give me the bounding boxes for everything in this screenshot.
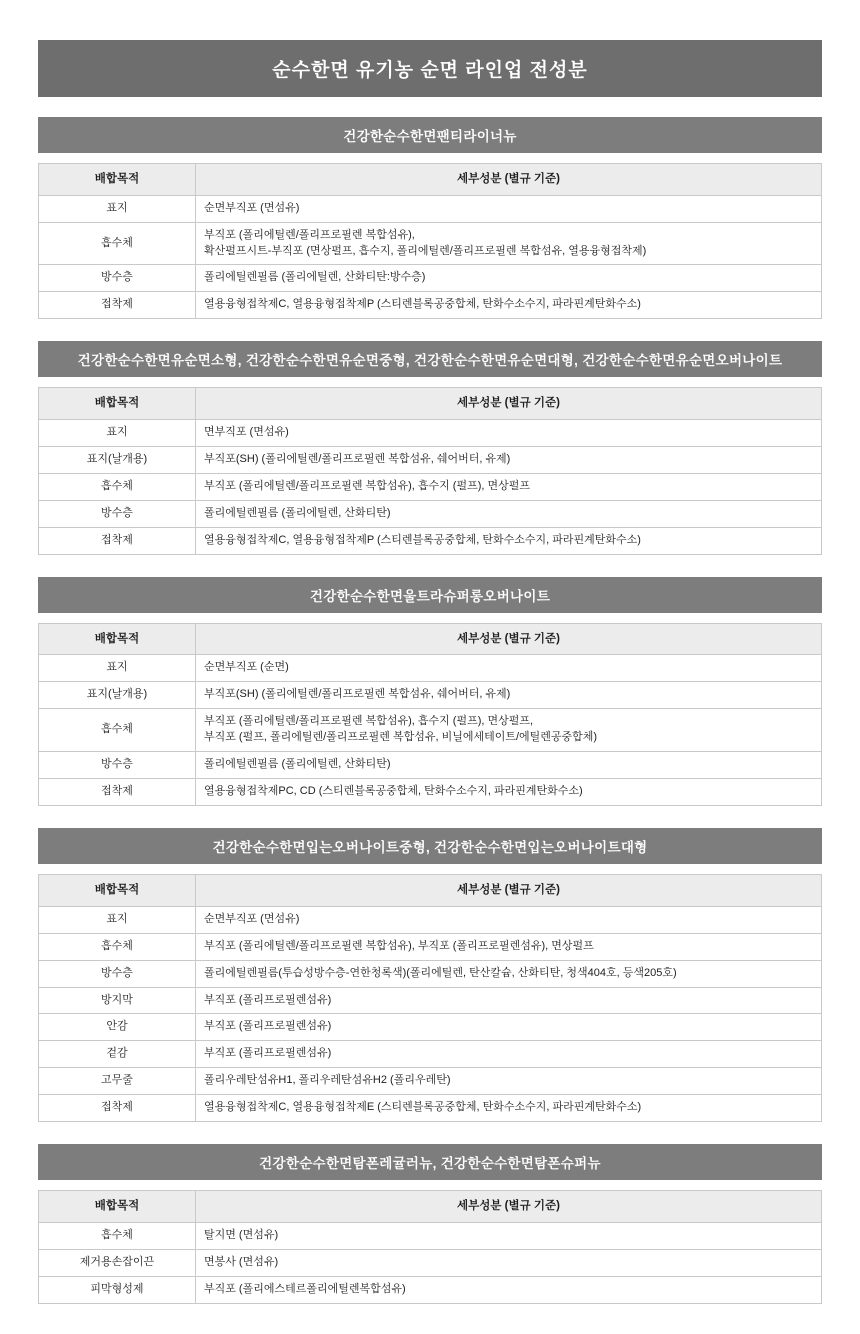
ingredient-section <box>38 117 822 319</box>
column-header-purpose: 배합목적 <box>39 164 196 196</box>
cell-purpose: 방수층 <box>39 500 196 527</box>
cell-purpose: 흡수체 <box>39 1222 196 1249</box>
cell-detail <box>196 987 822 1014</box>
ingredient-table <box>38 623 822 806</box>
detail-line: 부직포 (폴리에스테르폴리에틸렌복합섬유) <box>204 1282 406 1295</box>
cell-detail <box>196 779 822 806</box>
table-row <box>39 933 822 960</box>
cell-detail <box>196 1276 822 1303</box>
column-header-detail: 세부성분 (별규 기준) <box>196 164 822 196</box>
cell-detail <box>196 265 822 292</box>
cell-purpose: 흡수체 <box>39 222 196 265</box>
detail-line: 면부직포 (면섬유) <box>204 426 289 439</box>
detail-line: 확산펄프시트-부직포 (면상펄프, 흡수지, 폴리에틸렌/폴리프로필렌 복합섬유, 열용융형접착제) <box>204 244 647 257</box>
page-title: 순수한면 유기농 순면 라인업 전성분 <box>38 40 822 97</box>
cell-purpose: 겉감 <box>39 1041 196 1068</box>
table-row <box>39 987 822 1014</box>
table-row <box>39 527 822 554</box>
cell-purpose: 흡수체 <box>39 473 196 500</box>
section-title: 건강한순수한면팬티라이너뉴 <box>38 117 822 153</box>
cell-detail <box>196 1095 822 1122</box>
detail-line: 부직포 (폴리에틸렌/폴리프로필렌 복합섬유), 흡수지 (펄프), 면상펄프 <box>204 479 531 492</box>
table-row <box>39 752 822 779</box>
table-row <box>39 655 822 682</box>
cell-detail <box>196 906 822 933</box>
cell-purpose: 방수층 <box>39 265 196 292</box>
detail-line: 부직포 (폴리에틸렌/폴리프로필렌 복합섬유), 흡수지 (펄프), 면상펄프, <box>204 715 534 728</box>
cell-purpose: 표지 <box>39 420 196 447</box>
table-header-row <box>39 875 822 907</box>
ingredient-table <box>38 387 822 554</box>
cell-purpose: 접착제 <box>39 527 196 554</box>
cell-purpose: 흡수체 <box>39 933 196 960</box>
table-row <box>39 420 822 447</box>
cell-purpose: 피막형성제 <box>39 1276 196 1303</box>
detail-line: 순면부직포 (면섬유) <box>204 201 300 214</box>
ingredient-section <box>38 341 822 554</box>
cell-purpose: 표지 <box>39 655 196 682</box>
table-row <box>39 779 822 806</box>
cell-purpose: 방수층 <box>39 752 196 779</box>
detail-line: 열용융형접착제C, 열용융형접착제E (스티렌블록공중합체, 탄화수소수지, 파라핀계탄화수소) <box>204 1101 642 1114</box>
column-header-purpose: 배합목적 <box>39 1191 196 1223</box>
detail-line: 부직포 (폴리프로필렌섬유) <box>204 1020 332 1033</box>
cell-detail <box>196 933 822 960</box>
table-row <box>39 500 822 527</box>
section-title: 건강한순수한면울트라슈퍼롱오버나이트 <box>38 577 822 613</box>
cell-detail <box>196 500 822 527</box>
detail-line: 폴리에틸렌필름 (폴리에틸렌, 산화티탄) <box>204 506 391 519</box>
cell-detail <box>196 222 822 265</box>
detail-line: 열용융형접착제C, 열용융형접착제P (스티렌블록공중합체, 탄화수소수지, 파라핀계탄화수소) <box>204 533 641 546</box>
detail-line: 부직포(SH) (폴리에틸렌/폴리프로필렌 복합섬유, 쉐어버터, 유제) <box>204 452 511 465</box>
cell-detail <box>196 709 822 752</box>
column-header-purpose: 배합목적 <box>39 623 196 655</box>
detail-line: 폴리우레탄섬유H1, 폴리우레탄섬유H2 (폴리우레탄) <box>204 1074 451 1087</box>
cell-purpose: 표지(날개용) <box>39 446 196 473</box>
detail-line: 부직포 (폴리에틸렌/폴리프로필렌 복합섬유), <box>204 228 415 241</box>
table-row <box>39 1249 822 1276</box>
detail-line: 탈지면 (면섬유) <box>204 1228 279 1241</box>
table-row <box>39 709 822 752</box>
table-row <box>39 906 822 933</box>
cell-detail <box>196 960 822 987</box>
ingredient-table <box>38 874 822 1122</box>
sections-container <box>38 117 822 1304</box>
cell-detail <box>196 446 822 473</box>
detail-line: 면봉사 (면섬유) <box>204 1255 279 1268</box>
cell-purpose: 표지 <box>39 906 196 933</box>
cell-detail <box>196 1249 822 1276</box>
cell-detail <box>196 473 822 500</box>
table-row <box>39 1276 822 1303</box>
cell-purpose: 방수층 <box>39 960 196 987</box>
cell-purpose: 제거용손잡이끈 <box>39 1249 196 1276</box>
cell-detail <box>196 195 822 222</box>
table-row <box>39 960 822 987</box>
table-header-row <box>39 388 822 420</box>
table-header-row <box>39 1191 822 1223</box>
column-header-detail: 세부성분 (별규 기준) <box>196 388 822 420</box>
detail-line: 순면부직포 (순면) <box>204 661 289 674</box>
cell-detail <box>196 1014 822 1041</box>
detail-line: 부직포 (폴리프로필렌섬유) <box>204 1047 332 1060</box>
detail-line: 폴리에틸렌필름 (폴리에틸렌, 산화티탄:방수층) <box>204 271 426 284</box>
cell-detail <box>196 752 822 779</box>
detail-line: 순면부직포 (면섬유) <box>204 912 300 925</box>
table-row <box>39 446 822 473</box>
detail-line: 부직포 (폴리프로필렌섬유) <box>204 993 332 1006</box>
detail-line: 부직포 (펄프, 폴리에틸렌/폴리프로필렌 복합섬유, 비닐에세테이트/에틸렌공중합체) <box>204 731 598 744</box>
ingredient-table <box>38 1190 822 1303</box>
cell-purpose: 표지 <box>39 195 196 222</box>
ingredient-section <box>38 828 822 1122</box>
cell-purpose: 방지막 <box>39 987 196 1014</box>
table-header-row <box>39 623 822 655</box>
column-header-purpose: 배합목적 <box>39 388 196 420</box>
section-title: 건강한순수한면입는오버나이트중형, 건강한순수한면입는오버나이트대형 <box>38 828 822 864</box>
table-row <box>39 265 822 292</box>
table-row <box>39 473 822 500</box>
detail-line: 폴리에틸렌필름(투습성방수층-연한청록색)(폴리에틸렌, 탄산칼슘, 산화티탄, 청색404호, 등색205호) <box>204 966 677 979</box>
cell-purpose: 접착제 <box>39 779 196 806</box>
cell-purpose: 안감 <box>39 1014 196 1041</box>
detail-line: 열용융형접착제PC, CD (스티렌블록공중합체, 탄화수소수지, 파라핀계탄화수소) <box>204 785 583 798</box>
cell-detail <box>196 292 822 319</box>
cell-purpose: 흡수체 <box>39 709 196 752</box>
column-header-detail: 세부성분 (별규 기준) <box>196 1191 822 1223</box>
column-header-purpose: 배합목적 <box>39 875 196 907</box>
table-row <box>39 195 822 222</box>
cell-purpose: 접착제 <box>39 292 196 319</box>
section-title: 건강한순수한면유순면소형, 건강한순수한면유순면중형, 건강한순수한면유순면대형, 건강한순수한면유순면오버나이트 <box>38 341 822 377</box>
table-row <box>39 292 822 319</box>
cell-detail <box>196 420 822 447</box>
table-row <box>39 1222 822 1249</box>
table-row <box>39 682 822 709</box>
table-row <box>39 222 822 265</box>
table-row <box>39 1068 822 1095</box>
cell-purpose: 표지(날개용) <box>39 682 196 709</box>
detail-line: 부직포(SH) (폴리에틸렌/폴리프로필렌 복합섬유, 쉐어버터, 유제) <box>204 688 511 701</box>
ingredient-table <box>38 163 822 319</box>
table-row <box>39 1014 822 1041</box>
cell-detail <box>196 1041 822 1068</box>
cell-detail <box>196 1222 822 1249</box>
ingredient-section <box>38 577 822 806</box>
ingredient-section <box>38 1144 822 1303</box>
column-header-detail: 세부성분 (별규 기준) <box>196 875 822 907</box>
detail-line: 열용융형접착제C, 열용융형접착제P (스티렌블록공중합체, 탄화수소수지, 파라핀계탄화수소) <box>204 298 641 311</box>
detail-line: 폴리에틸렌필름 (폴리에틸렌, 산화티탄) <box>204 758 391 771</box>
cell-purpose: 접착제 <box>39 1095 196 1122</box>
cell-detail <box>196 527 822 554</box>
cell-detail <box>196 682 822 709</box>
detail-line: 부직포 (폴리에틸렌/폴리프로필렌 복합섬유), 부직포 (폴리프로필렌섬유), 면상펄프 <box>204 939 594 952</box>
section-title: 건강한순수한면탐폰레귤러뉴, 건강한순수한면탐폰슈퍼뉴 <box>38 1144 822 1180</box>
table-row <box>39 1095 822 1122</box>
table-header-row <box>39 164 822 196</box>
cell-detail <box>196 1068 822 1095</box>
cell-detail <box>196 655 822 682</box>
cell-purpose: 고무줄 <box>39 1068 196 1095</box>
table-row <box>39 1041 822 1068</box>
column-header-detail: 세부성분 (별규 기준) <box>196 623 822 655</box>
